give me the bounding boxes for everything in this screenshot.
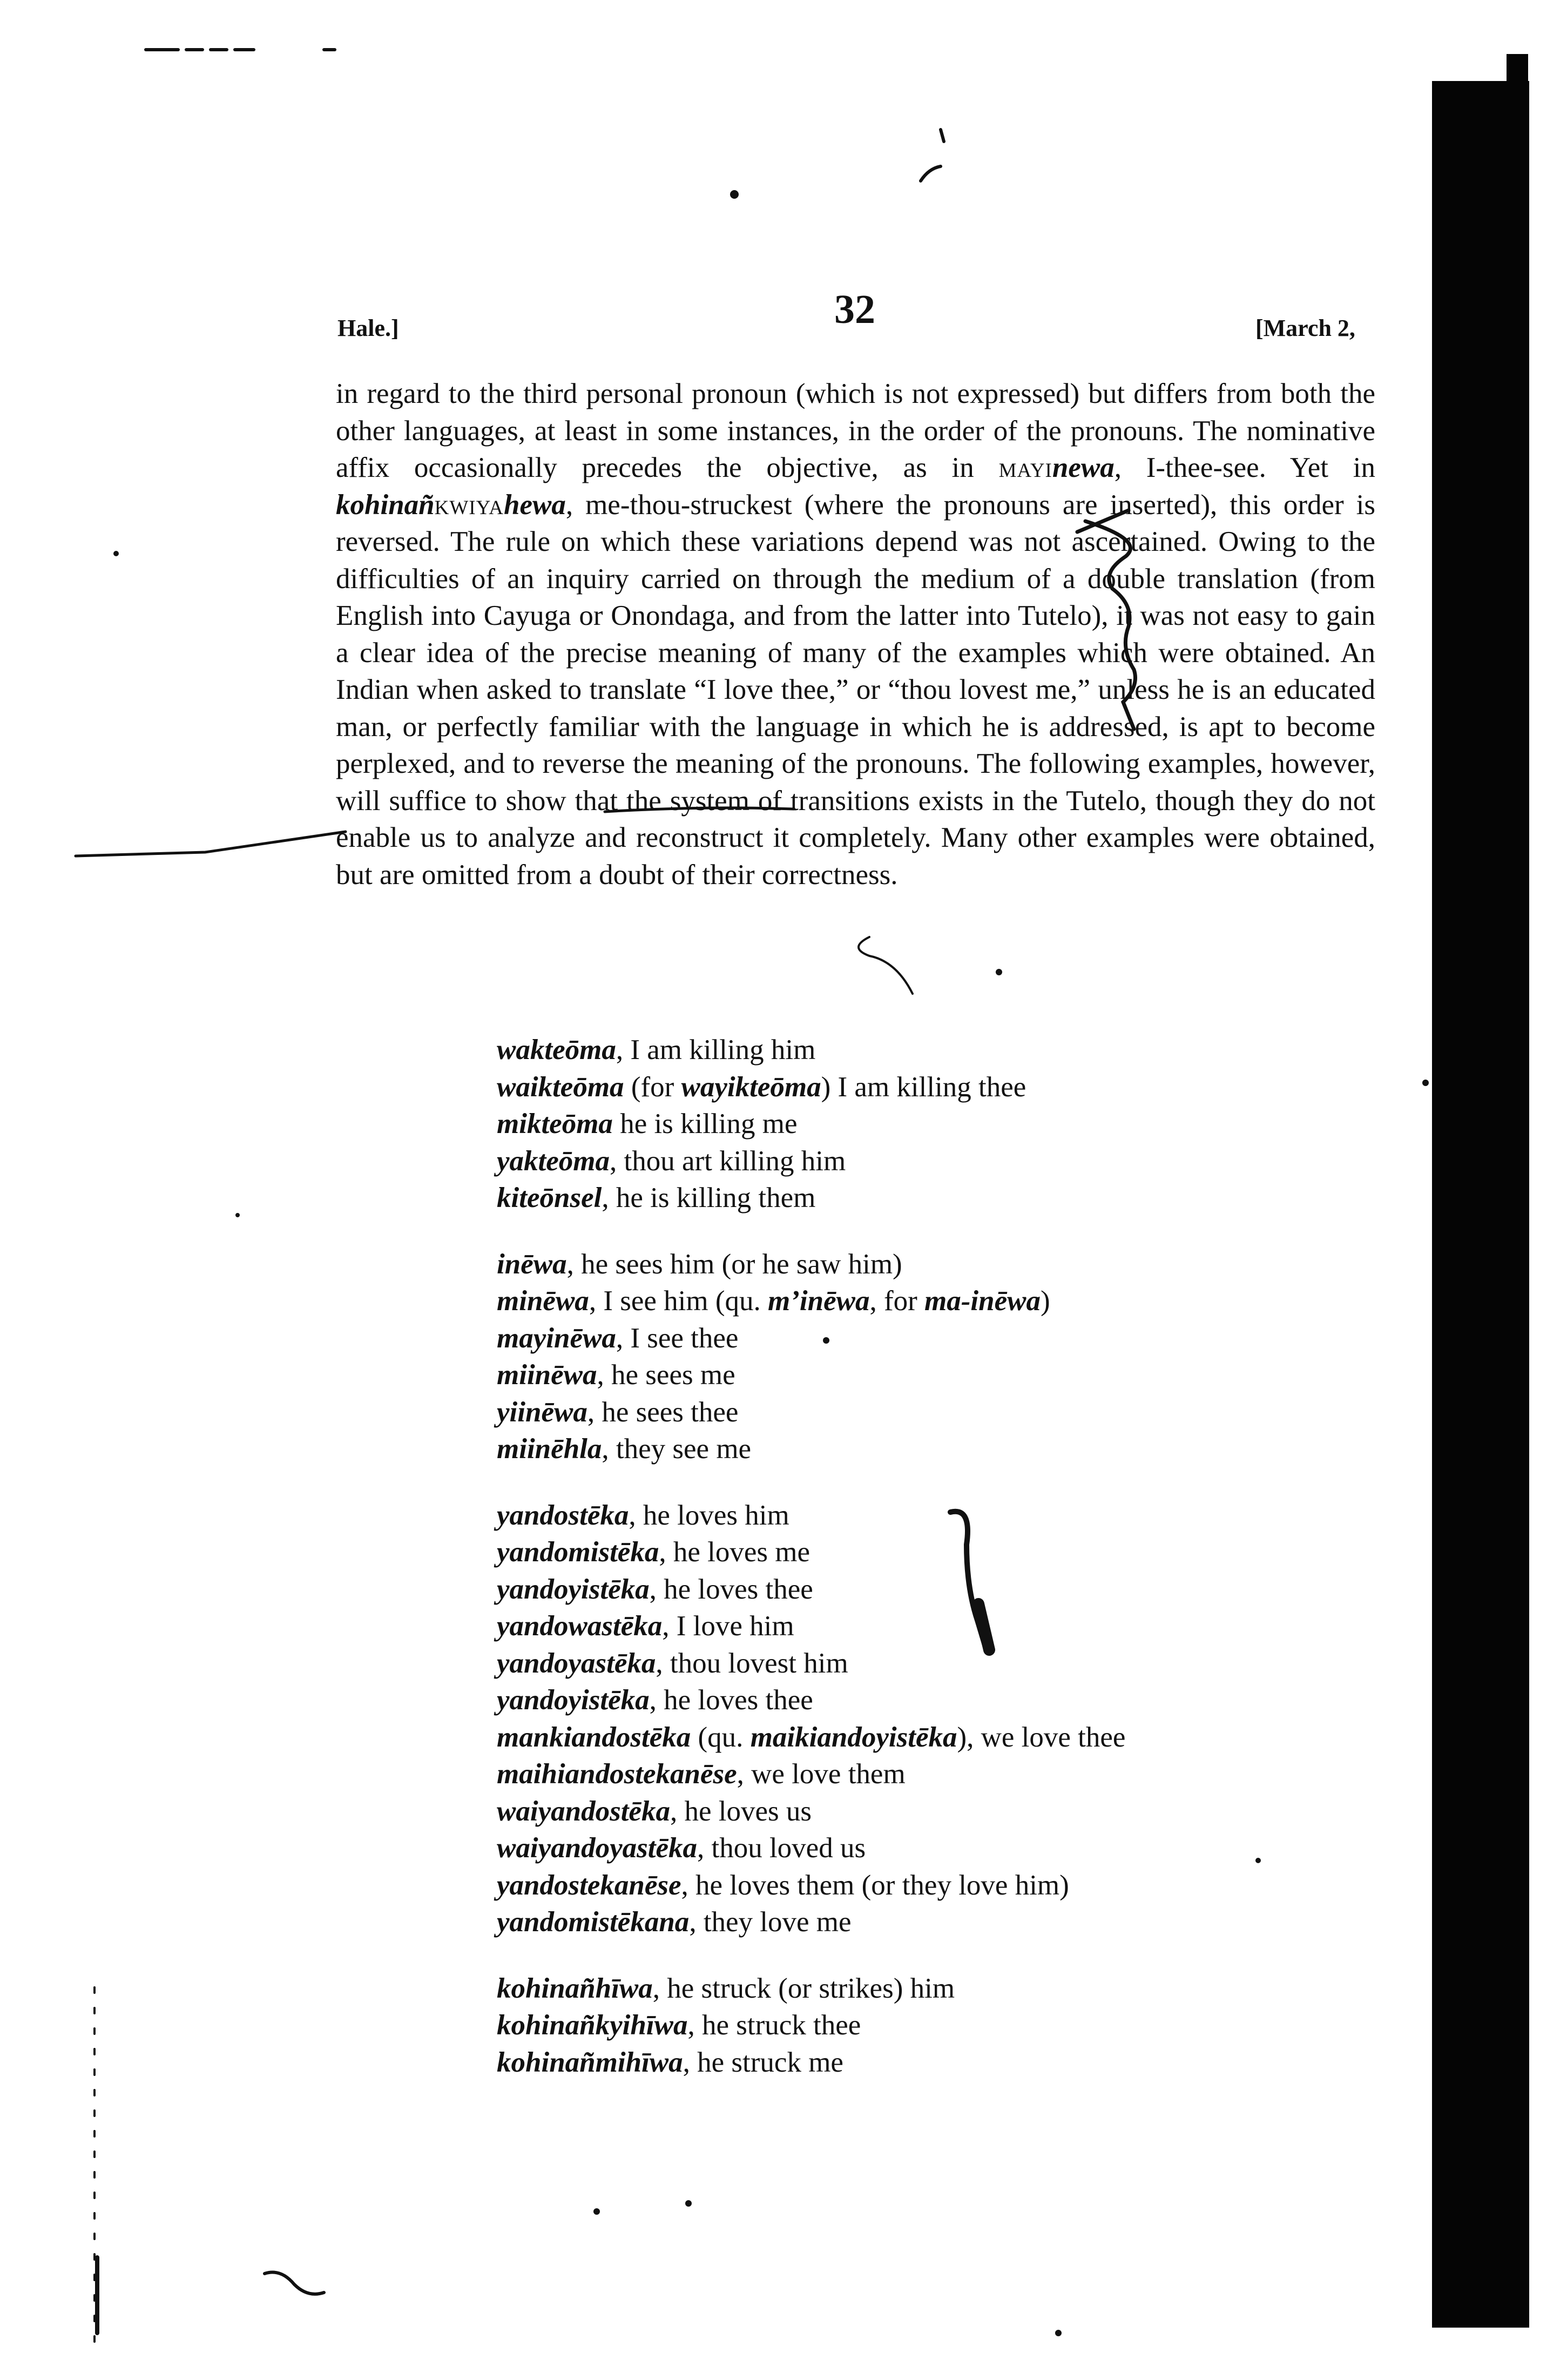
example-group xyxy=(497,1970,1307,2081)
example-list xyxy=(497,1031,1307,2110)
english-gloss: ), we love thee xyxy=(957,1721,1126,1753)
english-gloss: , he sees thee xyxy=(587,1396,739,1428)
caret-mark xyxy=(859,937,913,994)
english-gloss: (qu. xyxy=(691,1721,751,1753)
english-gloss: , he struck (or strikes) him xyxy=(652,1972,955,2004)
tutelo-term: mayinēwa xyxy=(497,1322,616,1354)
example-line xyxy=(497,1719,1307,1756)
speck xyxy=(593,2208,600,2215)
example-line xyxy=(497,1069,1307,1106)
text-run: , I-thee-see. Yet in xyxy=(1114,452,1375,483)
english-gloss: , he sees him (or he saw him) xyxy=(566,1248,902,1280)
english-gloss: , he struck thee xyxy=(687,2010,861,2041)
english-gloss: , he struck me xyxy=(683,2046,843,2078)
tutelo-term: kohinañkyihīwa xyxy=(497,2010,688,2041)
tutelo-term: yiinēwa xyxy=(497,1396,587,1428)
smallcaps-term: mayi xyxy=(998,452,1052,483)
margin-line xyxy=(76,832,346,856)
example-group xyxy=(497,1031,1307,1217)
page-number: 32 xyxy=(834,287,875,332)
english-gloss: ) xyxy=(1040,1285,1050,1317)
tutelo-term: yandoyistēka xyxy=(497,1573,650,1605)
tutelo-term: mankiandostēka xyxy=(497,1721,691,1753)
speck xyxy=(1055,2330,1062,2336)
bottom-flourish xyxy=(265,2273,324,2294)
example-line xyxy=(497,1246,1307,1283)
english-gloss: ) I am killing thee xyxy=(821,1071,1026,1103)
tutelo-term: waikteōma xyxy=(497,1071,624,1103)
example-line xyxy=(497,2044,1307,2081)
english-gloss: , he loves me xyxy=(659,1536,810,1568)
tutelo-term: yakteōma xyxy=(497,1145,610,1177)
example-line xyxy=(497,1904,1307,1941)
tutelo-term: yandostēka xyxy=(497,1499,629,1531)
tutelo-term: yandoyistēka xyxy=(497,1684,650,1716)
example-line xyxy=(497,1497,1307,1534)
example-group xyxy=(497,1497,1307,1941)
italic-term: kohinañ xyxy=(336,489,435,521)
paragraph xyxy=(336,375,1375,893)
example-line xyxy=(497,1830,1307,1867)
example-line xyxy=(497,1608,1307,1645)
example-line xyxy=(497,1534,1307,1571)
tutelo-term: minēwa xyxy=(497,1285,589,1317)
example-line xyxy=(497,1682,1307,1719)
tutelo-term: miinēwa xyxy=(497,1359,597,1391)
tutelo-term: maihiandostekanēse xyxy=(497,1758,737,1790)
example-line xyxy=(497,1320,1307,1357)
tutelo-term: miinēhla xyxy=(497,1433,602,1465)
text-run: in regard to the third personal pronoun (which is not expressed) but differs from both the other languages, at least in some instances, in the order of the pronouns. The nominative affix occasionally precedes the objective, as in xyxy=(336,378,1375,483)
english-gloss: , we love them xyxy=(737,1758,906,1790)
example-line xyxy=(497,1179,1307,1217)
italic-term: newa xyxy=(1052,452,1115,483)
text-run: , me-thou-struckest (where the pronouns are inserted), this order is reversed. The rule on which these variations depend was not ascertained. Owing to the difficulties of an inquiry carried on through the medium of a double translation (from English into Cayuga or Onondaga, and from the latter into Tutelo), it was not easy to gain a clear idea of the precise meaning of many of the examples which were obtained. An Indian when asked to translate “I love thee,” or “thou lovest me,” unless he is an educated man, or perfectly familiar with the language in which he is addressed, is apt to become perplexed, and to reverse the meaning of the pronouns. The following examples, however, will suffice to show that the system of transitions exists in the Tutelo, though they do not enable us to analyze and reconstruct it completely. Many other examples were obtained, but are omitted from a doubt of their correctness. xyxy=(336,489,1375,891)
header-date: [March 2, xyxy=(1255,315,1355,341)
speck xyxy=(235,1213,240,1217)
english-gloss: , I see thee xyxy=(616,1322,739,1354)
tutelo-term: kohinañmihīwa xyxy=(497,2046,683,2078)
scan-edge-shadow xyxy=(1432,81,1529,2328)
tutelo-term: yandomistēkana xyxy=(497,1906,690,1938)
example-line xyxy=(497,1431,1307,1468)
tutelo-term: kohinañhīwa xyxy=(497,1972,653,2004)
example-line xyxy=(497,1031,1307,1069)
example-line xyxy=(497,1143,1307,1180)
english-gloss: , they see me xyxy=(602,1433,752,1465)
english-gloss: , he loves thee xyxy=(649,1573,813,1605)
tutelo-term: yandoyastēka xyxy=(497,1647,656,1679)
example-line xyxy=(497,1970,1307,2007)
example-line xyxy=(497,2007,1307,2044)
english-gloss: , I am killing him xyxy=(616,1034,816,1066)
english-gloss: , he loves them (or they love him) xyxy=(681,1869,1069,1901)
english-gloss: , thou lovest him xyxy=(656,1647,848,1679)
speck xyxy=(996,969,1002,975)
speck xyxy=(730,190,739,199)
speck xyxy=(113,551,119,556)
english-gloss: , thou art killing him xyxy=(610,1145,846,1177)
example-line xyxy=(497,1283,1307,1320)
english-gloss: , he sees me xyxy=(597,1359,735,1391)
tutelo-term: ma-inēwa xyxy=(924,1285,1041,1317)
example-line xyxy=(497,1645,1307,1682)
tutelo-term: wakteōma xyxy=(497,1034,616,1066)
english-gloss: , I see him (qu. xyxy=(589,1285,768,1317)
tutelo-term: waiyandoyastēka xyxy=(497,1832,697,1864)
tutelo-term: yandowastēka xyxy=(497,1610,663,1642)
example-line xyxy=(497,1867,1307,1904)
english-gloss: , he loves us xyxy=(670,1795,812,1827)
example-line xyxy=(497,1394,1307,1431)
example-line xyxy=(497,1357,1307,1394)
tutelo-term: yandostekanēse xyxy=(497,1869,681,1901)
tutelo-term: wayikteōma xyxy=(681,1071,821,1103)
example-group xyxy=(497,1246,1307,1468)
example-line xyxy=(497,1756,1307,1793)
tutelo-term: waiyandostēka xyxy=(497,1795,670,1827)
speck xyxy=(1422,1080,1429,1086)
header-author: Hale.] xyxy=(337,315,399,341)
example-line xyxy=(497,1793,1307,1830)
english-gloss: , thou loved us xyxy=(697,1832,866,1864)
italic-term: hewa xyxy=(503,489,566,521)
speck xyxy=(685,2200,692,2207)
top-pen-marks xyxy=(921,130,944,181)
english-gloss: , he loves him xyxy=(629,1499,789,1531)
english-gloss: , they love me xyxy=(689,1906,852,1938)
english-gloss: , for xyxy=(869,1285,925,1317)
english-gloss: , he loves thee xyxy=(649,1684,813,1716)
tutelo-term: m’inēwa xyxy=(768,1285,870,1317)
scan-edge-notch xyxy=(1507,54,1528,103)
tutelo-term: yandomistēka xyxy=(497,1536,659,1568)
english-gloss: , he is killing them xyxy=(602,1182,816,1213)
tutelo-term: maikiandoyistēka xyxy=(750,1721,957,1753)
english-gloss: , I love him xyxy=(662,1610,794,1642)
example-line xyxy=(497,1105,1307,1143)
smallcaps-term: kwiya xyxy=(434,489,504,521)
body-paragraph xyxy=(336,375,1375,893)
tutelo-term: inēwa xyxy=(497,1248,567,1280)
english-gloss: he is killing me xyxy=(612,1108,798,1140)
tutelo-term: mikteōma xyxy=(497,1108,613,1140)
english-gloss: (for xyxy=(624,1071,681,1103)
tutelo-term: kiteōnsel xyxy=(497,1182,602,1213)
example-line xyxy=(497,1571,1307,1608)
